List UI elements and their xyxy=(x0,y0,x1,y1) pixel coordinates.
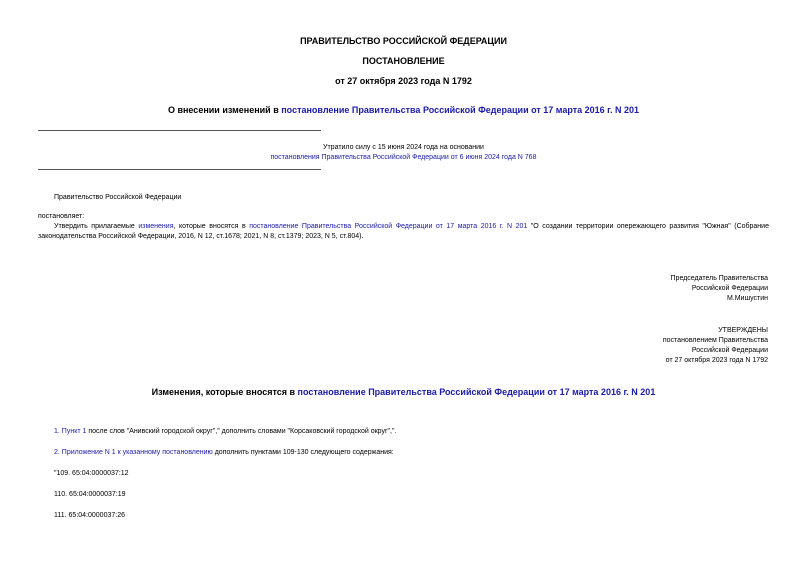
changes-title-link[interactable]: постановление Правительства Российской Федерации от 17 марта 2016 г. N 201 xyxy=(297,387,656,397)
document-title xyxy=(0,105,807,115)
item1-number: 1. xyxy=(54,428,62,435)
item1-text: после слов "Анивский городской округ"," дополнить словами "Корсаковский городской округ",". xyxy=(86,428,397,435)
changes-title xyxy=(0,387,807,397)
p1-link-decree[interactable]: постановление Правительства Российской Федерации от 17 марта 2016 г. N 201 xyxy=(249,223,528,230)
paragraph-approve xyxy=(38,222,769,242)
p1-text-a: Утвердить прилагаемые xyxy=(54,223,139,230)
p1-text-c: "О создании территории опережающего развития "Южная" (Собрание законодательства Российской Федерации, 2016, N 12, ст.1678; 2021, N 8, ст.1379; 2023, N 5, ст.804). xyxy=(38,223,769,240)
p1-text-b: , которые вносятся в xyxy=(173,223,250,230)
repeal-notice: Утратило силу с 15 июня 2024 года на основании xyxy=(323,144,484,151)
approved-line2: постановлением Правительства xyxy=(662,337,768,344)
change-item-1 xyxy=(54,427,396,437)
item2-number: 2. xyxy=(54,449,62,456)
title-prefix: О внесении изменений в xyxy=(167,105,282,115)
subject-text: Правительство Российской Федерации xyxy=(54,194,182,201)
approved-line1: УТВЕРЖДЕНЫ xyxy=(718,327,768,334)
repeal-notice-link[interactable]: постановления Правительства Российской Федерации от 6 июня 2024 года N 768 xyxy=(270,154,537,161)
signature-line3: М.Мишустин xyxy=(726,295,768,302)
divider-top xyxy=(38,130,321,131)
approved-block xyxy=(663,326,768,366)
decrees-text: постановляет: xyxy=(38,213,85,220)
cadastral-line-110: 110. 65:04:0000037:19 xyxy=(54,491,126,498)
item2-text: дополнить пунктами 109-130 следующего содержания: xyxy=(212,449,394,456)
item2-link[interactable]: Приложение N 1 к указанному постановлению xyxy=(61,449,213,456)
approved-line4: от 27 октября 2023 года N 1792 xyxy=(665,357,768,364)
cadastral-line-109: "109. 65:04:0000037:12 xyxy=(54,470,129,477)
title-link[interactable]: постановление Правительства Российской Федерации от 17 марта 2016 г. N 201 xyxy=(281,105,640,115)
signature-line1: Председатель Правительства xyxy=(670,275,768,282)
approved-line3: Российской Федерации xyxy=(691,347,768,354)
government-heading: ПРАВИТЕЛЬСТВО РОССИЙСКОЙ ФЕДЕРАЦИИ xyxy=(300,36,507,46)
p1-link-changes[interactable]: изменения xyxy=(138,223,174,230)
document-date: от 27 октября 2023 года N 1792 xyxy=(335,76,472,86)
change-item-2 xyxy=(54,448,394,458)
document-type: ПОСТАНОВЛЕНИЕ xyxy=(362,56,445,66)
divider-bottom xyxy=(38,169,321,170)
signature-block xyxy=(671,274,768,304)
cadastral-line-111: 111. 65:04:0000037:26 xyxy=(54,512,125,519)
changes-title-prefix: Изменения, которые вносятся в xyxy=(151,387,298,397)
signature-line2: Российской Федерации xyxy=(691,285,768,292)
item1-link[interactable]: Пункт 1 xyxy=(61,428,87,435)
